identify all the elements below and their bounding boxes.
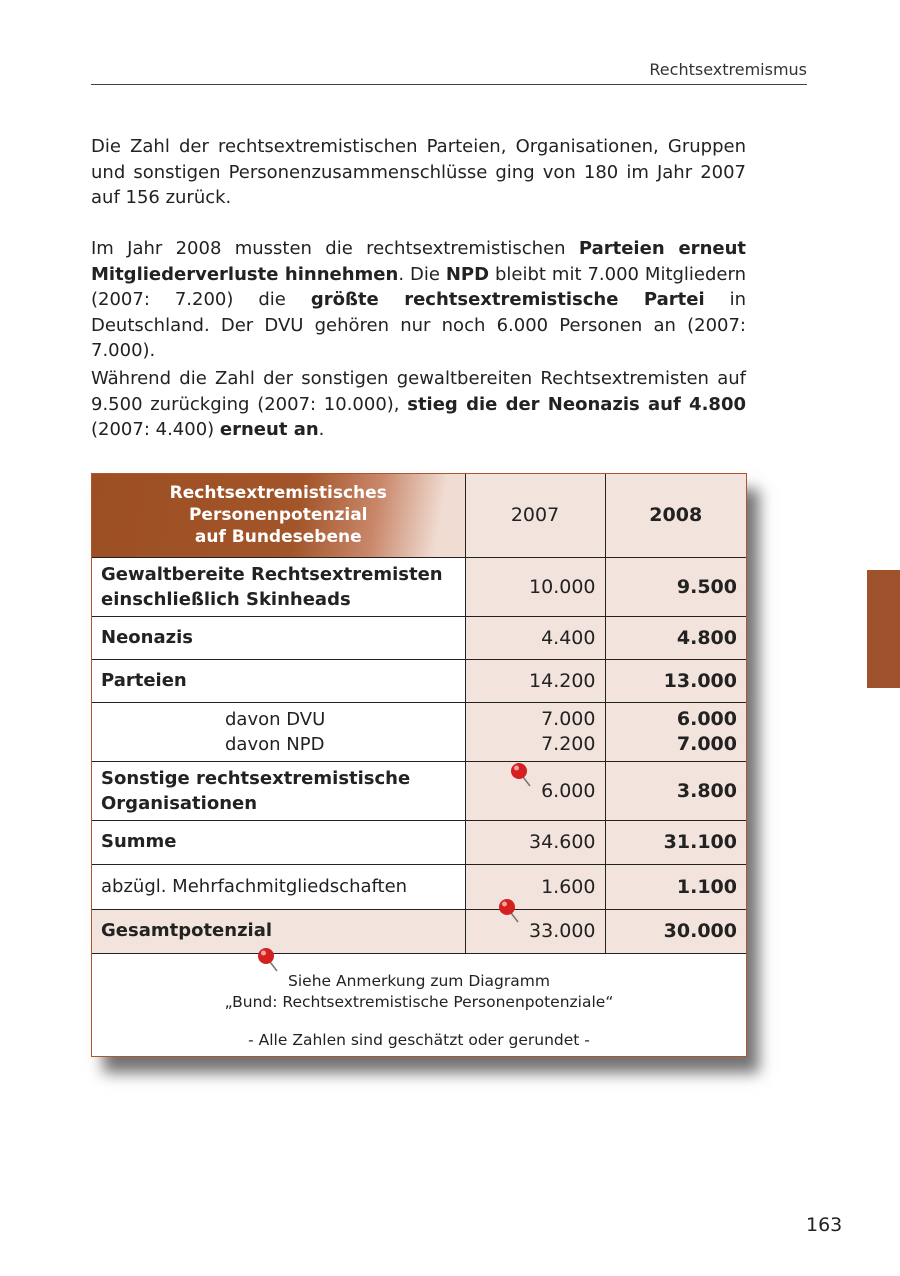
table-row: [92, 761, 746, 820]
table-row: [92, 557, 746, 616]
p3-text: (2007: 4.400): [91, 419, 220, 440]
row-label: Neonazis: [92, 616, 465, 659]
column-header-2008-label: 2008: [649, 504, 703, 527]
p2-text: Im Jahr 2008 mussten die rechtsextremistischen: [91, 238, 579, 259]
paragraph-1: Die Zahl der rechtsextremistischen Parteien, Organisationen, Gruppen und sonstigen Personenzusammenschlüsse ging von 180 im Jahr 2007 auf 156 zurück.: [91, 136, 746, 208]
table-row-total: [92, 909, 746, 953]
value-2007: [465, 702, 605, 761]
row-label-line: Organisationen: [101, 792, 258, 814]
row-label-line: einschließlich Skinheads: [101, 588, 351, 610]
personenpotenzial-table-box: [91, 473, 747, 1057]
column-header-2007: 2007: [465, 474, 605, 557]
pushpin-icon: [498, 898, 520, 924]
value-2007: 34.600: [465, 820, 605, 864]
running-header: Rechtsextremismus: [649, 60, 807, 79]
value-2008: 30.000: [605, 909, 746, 953]
page-number: 163: [806, 1214, 843, 1236]
value-2007: 1.600: [465, 864, 605, 909]
value-line: 6.000: [676, 707, 737, 730]
chapter-tab-marker: [867, 570, 900, 688]
table-row: [92, 864, 746, 909]
value-2008: [605, 702, 746, 761]
value-2007: 10.000: [465, 557, 605, 616]
row-label-line: davon NPD: [225, 733, 325, 755]
row-label: Summe: [92, 820, 465, 864]
table-row: [92, 659, 746, 702]
table-row: [92, 820, 746, 864]
value-2007: 6.000: [465, 761, 605, 820]
value-2008: 9.500: [605, 557, 746, 616]
row-label: [92, 761, 465, 820]
table-row: [92, 702, 746, 761]
table-row: [92, 616, 746, 659]
column-header-2008: [605, 474, 746, 557]
value-2008: 13.000: [605, 659, 746, 702]
p2-bold: Parteien erneut Mitgliederverluste hinnehmen: [91, 238, 747, 285]
value-line: 7.200: [541, 732, 596, 755]
row-label: abzügl. Mehrfachmitgliedschaften: [92, 864, 465, 909]
p3-bold: stieg die der Neonazis auf 4.800: [407, 393, 746, 415]
row-label: [92, 702, 465, 761]
p3-bold: erneut an: [219, 419, 319, 440]
value-2008: 4.800: [605, 616, 746, 659]
value-line: 7.000: [676, 732, 737, 755]
header-line: auf Bundesebene: [194, 527, 362, 548]
table-note-line-1: Siehe Anmerkung zum Diagramm: [288, 972, 550, 990]
value-2007: 33.000: [465, 909, 605, 953]
row-label: Gesamtpotenzial: [92, 909, 465, 953]
value-2008: 31.100: [605, 820, 746, 864]
personenpotenzial-table: [92, 474, 746, 954]
row-label: Parteien: [92, 659, 465, 702]
pushpin-icon: [510, 762, 532, 788]
value-line: 7.000: [541, 707, 596, 730]
p2-bold: größte rechtsextremistische Partei: [310, 289, 705, 310]
p2-text: bleibt mit 7.000 Mitgliedern (2007: 7.200) die: [91, 263, 746, 310]
p2-text: . Die: [398, 263, 446, 285]
p3-text: .: [318, 419, 325, 440]
value-2008: 3.800: [605, 761, 746, 820]
pushpin-icon: [257, 947, 279, 973]
p2-bold: NPD: [445, 263, 490, 285]
value-2008: 1.100: [605, 864, 746, 909]
row-label-line: Gewaltbereite Rechtsextremisten: [101, 563, 443, 585]
row-label-line: Sonstige rechtsextremistische: [101, 767, 411, 789]
table-note-line-3: - Alle Zahlen sind geschätzt oder gerundet -: [248, 1031, 590, 1049]
header-rule: [91, 84, 807, 85]
table-header-row: [92, 474, 746, 557]
p2-text: in Deutschland. Der DVU gehören nur noch 6.000 Personen an (2007: 7.000).: [91, 289, 746, 361]
row-label: [92, 557, 465, 616]
value-2007: 14.200: [465, 659, 605, 702]
table-note-line-2: „Bund: Rechtsextremistische Personenpotenziale“: [224, 993, 614, 1011]
p3-text: Während die Zahl der sonstigen gewaltbereiten Rechtsextremisten auf 9.500 zurückging (2007: 10.000),: [91, 368, 746, 415]
paragraph-2: [91, 236, 746, 364]
row-label-line: davon DVU: [225, 708, 326, 730]
paragraph-3: [91, 366, 746, 443]
header-line: Rechtsextremistisches: [169, 483, 387, 504]
table-header-title: [92, 474, 465, 557]
header-line: Personenpotenzial: [188, 505, 368, 526]
value-2007: 4.400: [465, 616, 605, 659]
